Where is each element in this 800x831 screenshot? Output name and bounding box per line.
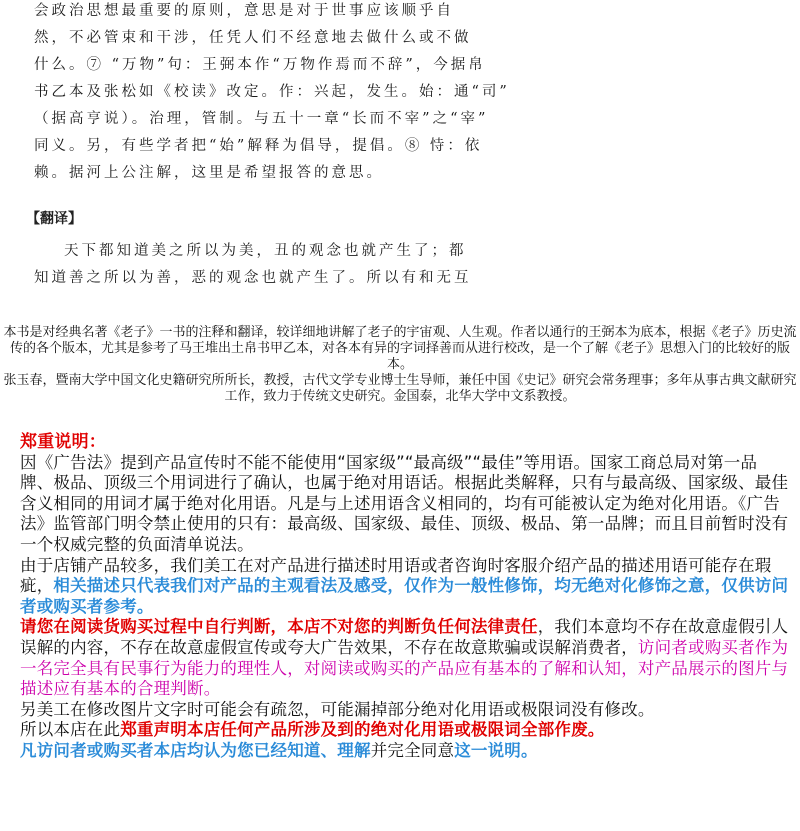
book-page-scan — [0, 0, 800, 300]
book-line: 什么。⑦ “万物”句：王弼本作“万物作焉而不辞”，今据帛 — [34, 57, 486, 73]
author-bio: 张玉春，暨南大学中国文化史籍研究所所长，教授，古代文学专业博士生导师，兼任中国《史记》研究会常务理事；多年从事古典文献研究工作，致力于传统文史研究。金国泰，北华大学中文系教授。 — [3, 373, 797, 404]
translation-line: 知道善之所以为善，恶的观念也就产生了。所以有和无互 — [34, 270, 472, 286]
book-line: 同义。另，有些学者把“始”解释为倡导，提倡。⑧ 恃：依 — [34, 138, 483, 154]
notice-text: ，我们本意均不存在故意虚假引人误解的内容，不存在故意虚假宣传或夸大广告效果，不存在故意欺骗或误解消费者， — [20, 617, 789, 657]
book-line: （据高亨说）。治理，管制。与五十一章“长而不宰”之“宰” — [34, 111, 489, 127]
description-paragraph: 本书是对经典名著《老子》一书的注释和翻译，较详细地讲解了老子的宇宙观、人生观。作者以通行的王弼本为底本，根据《老子》历史流传的各个版本，尤其是参考了马王堆出土帛书甲乙本，对各本有异的字词择善而从进行校改，是一个了解《老子》思想入门的比较好的版本。 — [3, 325, 797, 372]
notice-paragraph — [20, 617, 790, 699]
translation-heading: 【翻译】 — [26, 211, 82, 227]
notice-paragraph — [20, 741, 790, 762]
notice-highlight-blue: 凡访问者或购买者本店均认为您已经知道、理解 — [20, 740, 371, 760]
notice-highlight-red: 郑重声明本店任何产品所涉及到的绝对化用语或极限词全部作废。 — [120, 720, 605, 740]
book-description — [0, 325, 800, 405]
notice-text: 所以本店在此 — [20, 720, 121, 740]
notice-title: 郑重说明： — [20, 432, 106, 452]
notice-highlight-red: 请您在阅读货购买过程中自行判断，本店不对您的判断负任何法律责任 — [20, 617, 538, 637]
notice-paragraph — [20, 720, 790, 741]
notice-highlight-blue: 这一说明。 — [454, 740, 538, 760]
notice-highlight-magenta: 访问者或购买者作为一名完全具有民事行为能力的理性人，对阅读或购买的产品应有基本的了解和认知，对产品展示的图片与描述应有基本的合理判断。 — [20, 637, 789, 699]
notice-highlight-blue: 相关描述只代表我们对产品的主观看法及感受，仅作为一般性修饰，均无绝对化修饰之意，仅供访问者或购买者参考。 — [20, 576, 789, 616]
book-line: 然，不必管束和干涉，任凭人们不经意地去做什么或不做 — [34, 30, 472, 46]
book-line: 会政治思想最重要的原则，意思是对于世事应该顺乎自 — [34, 3, 454, 19]
legal-notice — [20, 432, 790, 762]
notice-paragraph: 另美工在修改图片文字时可能会有疏忽，可能漏掉部分绝对化用语或极限词没有修改。 — [20, 699, 655, 719]
notice-text: 由于店铺产品较多，我们美工在对产品进行描述时用语或者咨询时客服介绍产品的描述用语可能存在瑕疵， — [20, 555, 772, 596]
book-line: 书乙本及张松如《校读》改定。作：兴起，发生。始：通“司” — [34, 84, 510, 100]
book-line: 赖。据河上公注解，这里是希望报答的意思。 — [34, 165, 384, 181]
notice-paragraph: 因《广告法》提到产品宣传时不能不能使用“国家级”“最高级”“最佳”等用语。国家工商总局对第一品牌、极品、顶级三个用词进行了确认，也属于绝对用语话。根据此类解释，只有与最高级、国家级、最佳含义相同的用词才属于绝对化用语。凡是与上述用语含义相同的，均有可能被认定为绝对化用语。《广告法》监管部门明令禁止使用的只有：最高级、国家级、最佳、顶级、极品、第一品牌；而且目前暂时没有一个权威完整的负面清单说法。 — [20, 452, 789, 554]
notice-text: 并完全同意 — [370, 740, 455, 760]
notice-paragraph — [20, 556, 790, 618]
translation-line: 天下都知道美之所以为美，丑的观念也就产生了；都 — [64, 243, 467, 259]
